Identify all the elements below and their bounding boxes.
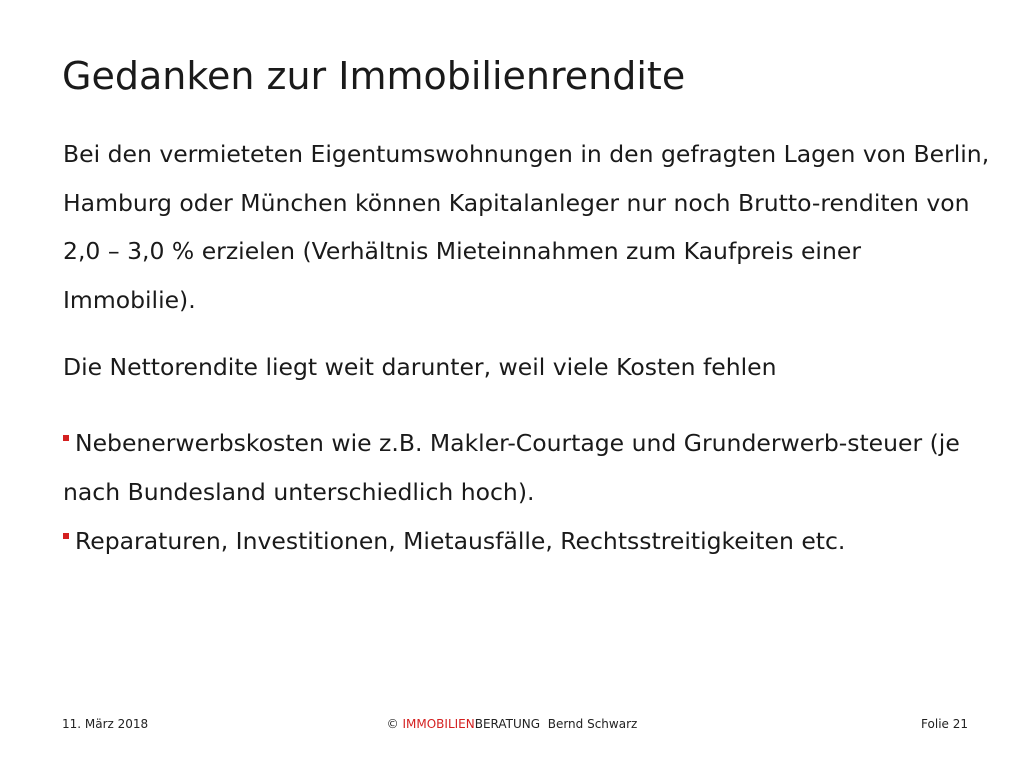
paragraph-net-yield: Die Nettorendite liegt weit darunter, weil viele Kosten fehlen xyxy=(63,353,777,381)
brand-accent-text: IMMOBILIEN xyxy=(402,717,475,731)
brand-rest-text: BERATUNG xyxy=(474,717,541,731)
footer-date: 11. März 2018 xyxy=(62,717,149,731)
footer-copyright xyxy=(0,716,1024,732)
footer-page-number: Folie 21 xyxy=(921,717,968,731)
square-bullet-icon xyxy=(63,533,69,539)
bullet-text: Reparaturen, Investitionen, Mietausfälle, Rechtsstreitigkeiten etc. xyxy=(75,527,846,555)
copyright-symbol: © xyxy=(386,717,399,731)
footer-author: Bernd Schwarz xyxy=(547,717,638,731)
bullet-item-other-costs xyxy=(63,517,998,566)
slide-title: Gedanken zur Immobilienrendite xyxy=(62,54,686,98)
bullet-item-ancillary-costs xyxy=(63,419,998,516)
paragraph-gross-yield: Bei den vermieteten Eigentumswohnungen in den gefragten Lagen von Berlin, Hamburg oder München können Kapitalanleger nur noch Brutto-renditen von 2,0 – 3,0 % erzielen (Verhältnis Mieteinnahmen zum Kaufpreis einer Immobilie). xyxy=(63,140,990,314)
square-bullet-icon xyxy=(63,435,69,441)
bullet-text: Nebenerwerbskosten wie z.B. Makler-Courtage und Grunderwerb-steuer (je nach Bundesland unterschiedlich hoch). xyxy=(63,429,960,506)
